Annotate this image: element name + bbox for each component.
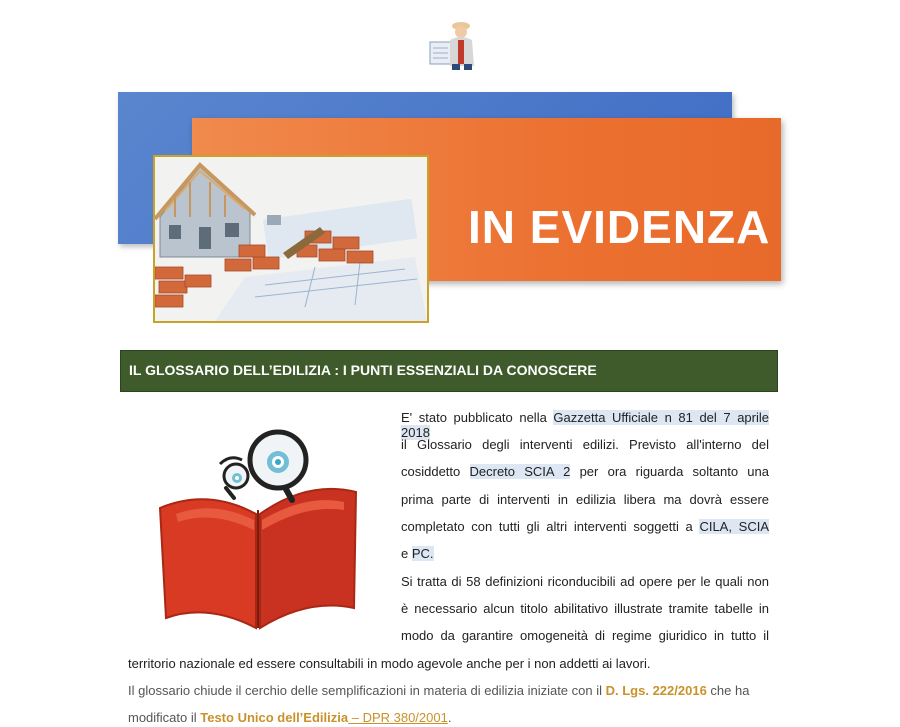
decreto-scia-highlight: Decreto SCIA 2: [469, 464, 571, 479]
body-line-9: modo da garantire omogeneità di regime giuridico in tutto il: [401, 628, 769, 643]
banner-title: IN EVIDENZA: [468, 201, 771, 253]
section-header-bar: [120, 350, 778, 392]
construction-house-image: [153, 155, 429, 323]
body-line-6-pre: e: [401, 546, 412, 561]
body-line-1: [401, 410, 769, 440]
body-line-12-pre: modificato il: [128, 710, 201, 725]
dash-separator: –: [348, 710, 363, 725]
body-line-11-pre: Il glossario chiude il cerchio delle semplificazioni in materia di edilizia iniziate con il: [128, 683, 606, 698]
body-line-8: è necessario alcun titolo abilitativo illustrate tramite tabelle in: [401, 601, 769, 616]
body-line-3-pre: cosiddetto: [401, 464, 470, 479]
dpr-link[interactable]: DPR 380/2001: [362, 710, 448, 725]
engineer-logo-icon: [428, 14, 484, 72]
body-line-3: [401, 464, 769, 479]
cila-scia-highlight: CILA, SCIA: [699, 519, 769, 534]
body-line-7: Si tratta di 58 definizioni riconducibili ad opere per le quali non: [401, 574, 769, 589]
body-line-11: [128, 683, 749, 698]
construction-illustration: [155, 157, 427, 321]
pc-highlight: PC.: [411, 546, 434, 561]
body-line-5: [401, 519, 769, 534]
testo-unico-reference: Testo Unico dell’Edilizia: [200, 710, 349, 725]
body-line-4: prima parte di interventi in edilizia libera ma dovrà essere: [401, 492, 769, 507]
dlgs-reference: D. Lgs. 222/2016: [605, 683, 707, 698]
body-line-12-end: .: [447, 710, 452, 725]
book-magnifier-illustration: [158, 418, 358, 630]
body-line-10: territorio nazionale ed essere consultabili in modo agevole anche per i non addetti ai lavori.: [128, 656, 651, 671]
body-line-6: [401, 546, 434, 561]
body-line-1-pre: E' stato pubblicato nella: [401, 410, 554, 425]
gazzetta-highlight: Gazzetta Ufficiale n 81 del 7 aprile 2018: [401, 410, 769, 440]
body-line-5-pre: completato con tutti gli altri interventi soggetti a: [401, 519, 700, 534]
body-line-11-post: che ha: [706, 683, 750, 698]
section-title: IL GLOSSARIO DELL’EDILIZIA : I PUNTI ESSENZIALI DA CONOSCERE: [129, 362, 597, 378]
body-line-12: [128, 710, 451, 725]
body-line-2: il Glossario degli interventi edilizi. Previsto all'interno del: [401, 437, 769, 452]
body-line-3-post: per ora riguarda soltanto una: [570, 464, 769, 479]
